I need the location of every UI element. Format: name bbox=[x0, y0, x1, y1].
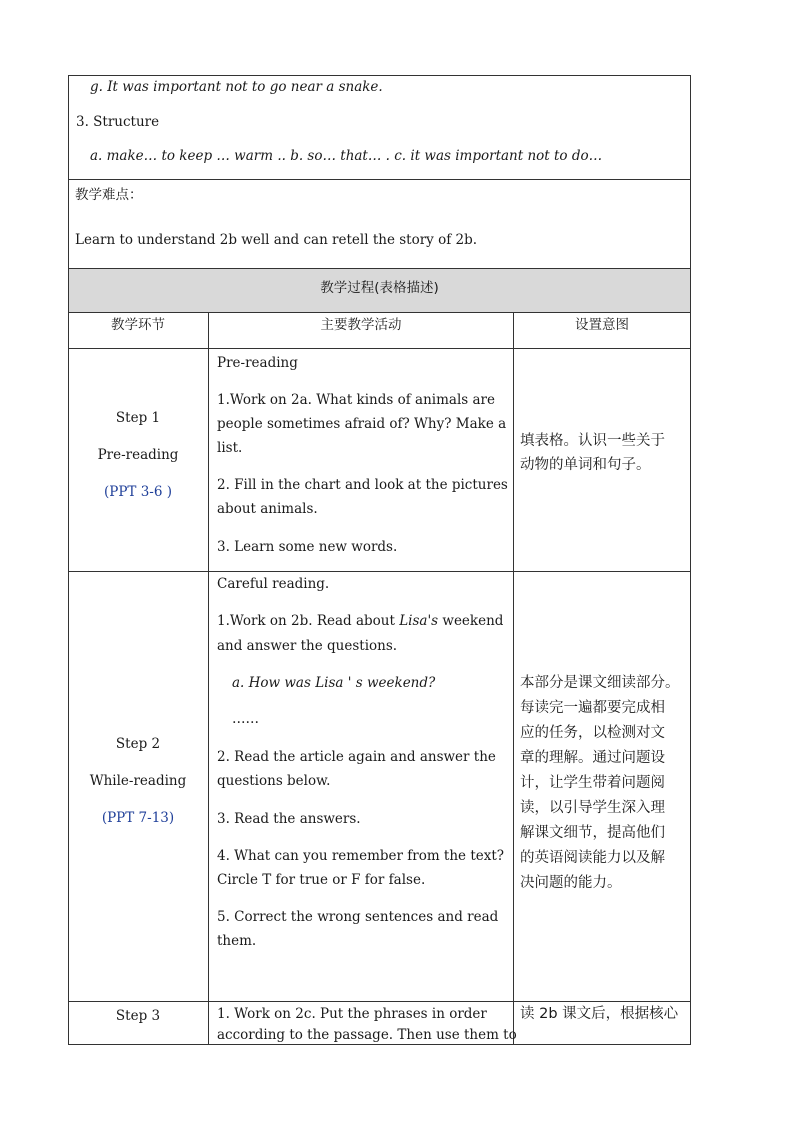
lisa-name: Lisa's bbox=[399, 613, 439, 629]
row-divider bbox=[68, 312, 691, 313]
step2-activity-5: 5. Correct the wrong sentences and read bbox=[217, 909, 499, 925]
header-activities: 主要教学活动 bbox=[320, 317, 402, 333]
step2-activity-1: 1.Work on 2b. Read about Lisa's weekend bbox=[217, 613, 504, 629]
step2-activity-1: and answer the questions. bbox=[217, 638, 398, 654]
point-g: g. It was important not to go near a snake. bbox=[90, 79, 383, 95]
step2-intent: 决问题的能力。 bbox=[520, 875, 622, 891]
lesson-plan-table bbox=[68, 75, 691, 1045]
header-intent: 设置意图 bbox=[575, 317, 629, 333]
step2-intent: 本部分是课文细读部分。 bbox=[520, 675, 680, 691]
step2-intent: 应的任务，以检测对文 bbox=[520, 725, 665, 741]
step1-activity-3: 3. Learn some new words. bbox=[217, 539, 398, 555]
step2-activity-2: questions below. bbox=[217, 773, 331, 789]
row-divider bbox=[68, 268, 691, 269]
step2-question: a. How was Lisa ' s weekend? bbox=[232, 675, 436, 691]
step3-label: Step 3 bbox=[115, 1008, 161, 1024]
structure-items: a. make… to keep … warm .. b. so… that… . c. it was important not to do… bbox=[90, 148, 603, 164]
header-stage: 教学环节 bbox=[111, 317, 165, 333]
step2-activity-2: 2. Read the article again and answer the bbox=[217, 749, 496, 765]
step2-intent: 解课文细节，提高他们 bbox=[520, 825, 665, 841]
table-border-top bbox=[68, 75, 691, 76]
step3-activity-1: according to the passage. Then use them to bbox=[217, 1027, 517, 1043]
step1-ppt: (PPT 3-6 ) bbox=[103, 484, 173, 500]
row-divider bbox=[68, 179, 691, 180]
step2-intent: 章的理解。通过问题设 bbox=[520, 750, 665, 766]
step1-activity-title: Pre-reading bbox=[217, 355, 298, 371]
step2-intent: 读，以引导学生深入理 bbox=[520, 800, 665, 816]
step3-activity-1: 1. Work on 2c. Put the phrases in order bbox=[217, 1006, 487, 1022]
step1-label: Step 1 bbox=[115, 410, 161, 426]
step1-intent: 填表格。认识一些关于 bbox=[520, 433, 665, 449]
step2-activity-3: 3. Read the answers. bbox=[217, 811, 361, 827]
table-border-bottom bbox=[68, 1044, 691, 1045]
row-divider bbox=[68, 348, 691, 349]
step1-activity-2: about animals. bbox=[217, 501, 318, 517]
step2-ellipsis: …… bbox=[232, 711, 259, 727]
step3-intent: 读 2b 课文后，根据核心 bbox=[520, 1006, 679, 1022]
column-divider bbox=[513, 312, 514, 1045]
process-title: 教学过程(表格描述) bbox=[320, 280, 439, 296]
step2-intent: 每读完一遍都要完成相 bbox=[520, 700, 665, 716]
step2-activity-5: them. bbox=[217, 933, 257, 949]
step1-phase: Pre-reading bbox=[97, 447, 179, 463]
step2-label: Step 2 bbox=[115, 736, 161, 752]
table-border-right bbox=[690, 75, 691, 1045]
step2-intent: 的英语阅读能力以及解 bbox=[520, 850, 665, 866]
step2-activity-4: 4. What can you remember from the text? bbox=[217, 848, 505, 864]
column-divider bbox=[208, 312, 209, 1045]
step1-activity-2: 2. Fill in the chart and look at the pictures bbox=[217, 477, 508, 493]
step1-activity-1: 1.Work on 2a. What kinds of animals are bbox=[217, 392, 495, 408]
structure-heading: 3. Structure bbox=[76, 114, 160, 130]
row-divider bbox=[68, 571, 691, 572]
step2-activity-title: Careful reading. bbox=[217, 576, 330, 592]
step2-ppt: (PPT 7-13) bbox=[101, 810, 175, 826]
row-divider bbox=[68, 1001, 691, 1002]
difficulty-label: 教学难点： bbox=[75, 187, 143, 203]
step1-intent: 动物的单词和句子。 bbox=[520, 457, 651, 473]
step2-intent: 计，让学生带着问题阅 bbox=[520, 775, 665, 791]
table-border-left bbox=[68, 75, 69, 1045]
difficulty-text: Learn to understand 2b well and can retell the story of 2b. bbox=[75, 232, 478, 248]
step2-activity-4: Circle T for true or F for false. bbox=[217, 872, 426, 888]
step1-activity-1: people sometimes afraid of? Why? Make a bbox=[217, 416, 507, 432]
step2-phase: While-reading bbox=[89, 773, 187, 789]
step1-activity-1: list. bbox=[217, 440, 243, 456]
